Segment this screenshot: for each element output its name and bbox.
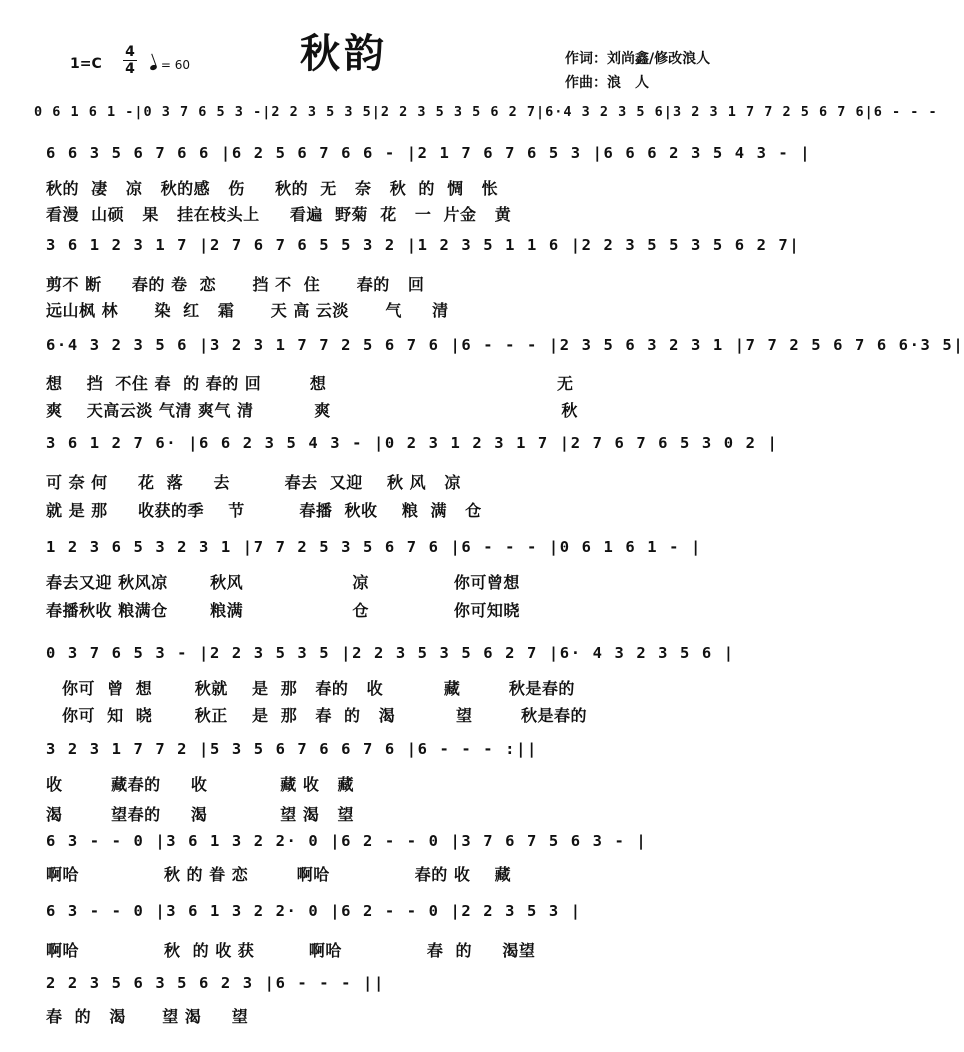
lyric-line-1-verse-1: 秋的 凄 凉 秋的感 伤 秋的 无 奈 秋 的 惆 怅 bbox=[46, 179, 499, 198]
notation-line-5: 1 2 3 6 5 3 2 3 1 |7 7 2 5 3 5 6 7 6 |6 - - - |0 6 1 6 1 - | bbox=[46, 538, 702, 556]
lyric-line-7-verse-2: 渴 望春的 渴 望 渴 望 bbox=[46, 805, 355, 824]
lyric-line-5-verse-1: 春去又迎 秋风凉 秋风 凉 你可曾想 bbox=[46, 573, 520, 592]
tempo-value: = 60 bbox=[160, 58, 190, 72]
notation-line-10: 2 2 3 5 6 3 5 6 2 3 |6 - - - || bbox=[46, 974, 385, 992]
composer-credit: 作曲：浪 人 bbox=[565, 75, 649, 91]
lyric-line-2-verse-2: 远山枫 林 染 红 霜 天 高 云淡 气 清 bbox=[46, 301, 449, 320]
lyric-line-6-verse-1: 你可 曾 想 秋就 是 那 春的 收 藏 秋是春的 bbox=[62, 679, 575, 698]
lyric-line-4-verse-1: 可 奈 何 花 落 去 春去 又迎 秋 风 凉 bbox=[46, 473, 461, 492]
lyric-line-8: 啊哈 秋 的 眷 恋 啊哈 春的 收 藏 bbox=[46, 865, 512, 884]
lyric-line-7-verse-1: 收 藏春的 收 藏 收 藏 bbox=[46, 775, 355, 794]
notation-line-4: 3 6 1 2 7 6· |6 6 2 3 5 4 3 - |0 2 3 1 2 3 1 7 |2 7 6 7 6 5 3 0 2 | bbox=[46, 434, 779, 452]
lyric-line-10: 春 的 渴 望 渴 望 bbox=[46, 1007, 249, 1026]
tempo-marking bbox=[150, 58, 190, 72]
notation-line-9: 6 3 - - 0 |3 6 1 3 2 2· 0 |6 2 - - 0 |2 2 3 5 3 | bbox=[46, 902, 582, 920]
song-title: 秋韵 bbox=[300, 31, 388, 77]
intro-notation-line: 0 6 1 6 1 -|0 3 7 6 5 3 -|2 2 3 5 3 5|2 2 3 5 3 5 6 2 7|6·4 3 2 3 5 6|3 2 3 1 7 7 2 5 6 7 6|6 - - - bbox=[34, 104, 938, 120]
time-signature bbox=[122, 44, 138, 77]
lyric-line-3-verse-2: 爽 天高云淡 气清 爽气 清 爽 秋 bbox=[46, 401, 578, 420]
lyric-line-4-verse-2: 就 是 那 收获的季 节 春播 秋收 粮 满 仓 bbox=[46, 501, 482, 520]
notation-line-7: 3 2 3 1 7 7 2 |5 3 5 6 7 6 6 7 6 |6 - - - :|| bbox=[46, 740, 538, 758]
notation-line-1: 6 6 3 5 6 7 6 6 |6 2 5 6 7 6 6 - |2 1 7 6 7 6 5 3 |6 6 6 2 3 5 4 3 - | bbox=[46, 144, 812, 162]
lyric-line-2-verse-1: 剪不 断 春的 卷 恋 挡 不 住 春的 回 bbox=[46, 275, 425, 294]
notation-line-3: 6·4 3 2 3 5 6 |3 2 3 1 7 7 2 5 6 7 6 |6 - - - |2 3 5 6 3 2 3 1 |7 7 2 5 6 7 6 6·3 5| bbox=[46, 336, 964, 354]
time-signature-bottom: 4 bbox=[125, 61, 135, 77]
lyric-line-3-verse-1: 想 挡 不住 春 的 春的 回 想 无 bbox=[46, 374, 574, 393]
quarter-note-icon bbox=[149, 64, 157, 71]
lyric-line-5-verse-2: 春播秋收 粮满仓 粮满 仓 你可知晓 bbox=[46, 601, 520, 620]
notation-line-8: 6 3 - - 0 |3 6 1 3 2 2· 0 |6 2 - - 0 |3 7 6 7 5 6 3 - | bbox=[46, 832, 648, 850]
time-signature-top: 4 bbox=[125, 44, 135, 60]
lyric-line-6-verse-2: 你可 知 晓 秋正 是 那 春 的 渴 望 秋是春的 bbox=[62, 706, 588, 725]
lyric-line-1-verse-2: 看漫 山硕 果 挂在枝头上 看遍 野菊 花 一 片金 黄 bbox=[46, 205, 512, 224]
notation-line-2: 3 6 1 2 3 1 7 |2 7 6 7 6 5 5 3 2 |1 2 3 5 1 1 6 |2 2 3 5 5 3 5 6 2 7| bbox=[46, 236, 801, 254]
lyricist-credit: 作词：刘尚鑫/修改浪人 bbox=[565, 51, 711, 67]
lyric-line-9: 啊哈 秋 的 收 获 啊哈 春 的 渴望 bbox=[46, 941, 536, 960]
notation-line-6: 0 3 7 6 5 3 - |2 2 3 5 3 5 |2 2 3 5 3 5 6 2 7 |6· 4 3 2 3 5 6 | bbox=[46, 644, 735, 662]
key-signature: 1=C bbox=[70, 56, 102, 72]
